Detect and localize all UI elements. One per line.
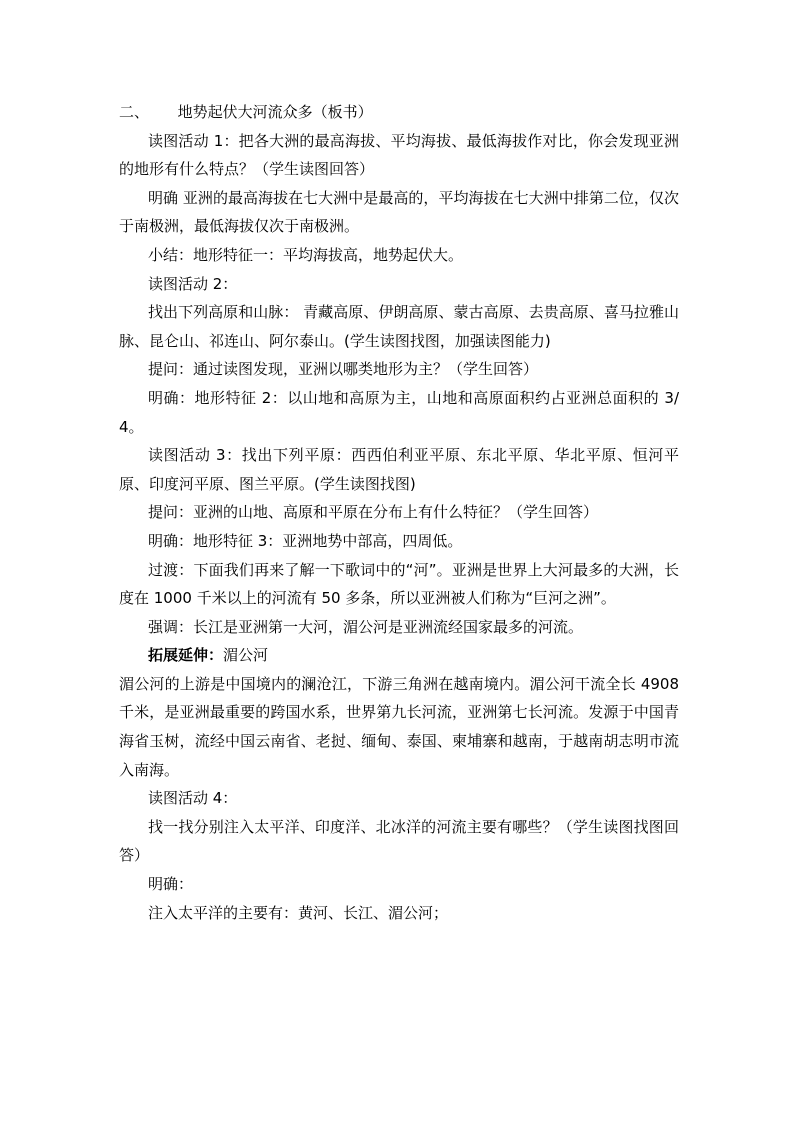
extension-topic: 湄公河 — [223, 646, 269, 665]
paragraph-reading-activity-2: 读图活动 2： — [148, 274, 238, 293]
paragraph-extension — [119, 641, 679, 670]
paragraph-reading-activity-1: 读图活动 1：把各大洲的最高海拔、平均海拔、最低海拔作对比，你会发现亚洲的地形有什么特点？（学生读图回答） — [119, 131, 679, 179]
paragraph-summary: 小结：地形特征一：平均海拔高，地势起伏大。 — [148, 245, 464, 264]
paragraph-terrain-feature-2: 明确：地形特征 2：以山地和高原为主，山地和高原面积约占亚洲总面积的 3/4。 — [119, 388, 679, 436]
paragraph-reading-activity-4: 读图活动 4： — [148, 789, 238, 808]
paragraph-terrain-feature-3: 明确：地形特征 3：亚洲地势中部高，四周低。 — [148, 531, 463, 550]
paragraph-reading-activity-3: 读图活动 3：找出下列平原：西西伯利亚平原、东北平原、华北平原、恒河平原、印度河平原、图兰平原。(学生读图找图) — [119, 446, 679, 493]
document-body — [119, 98, 679, 927]
paragraph-find-plateaus: 找出下列高原和山脉： 青藏高原、伊朗高原、蒙古高原、去贵高原、喜马拉雅山脉、昆仑山、祁连山、阿尔泰山。(学生读图找图，加强读图能力) — [119, 303, 679, 350]
paragraph-pacific-rivers: 注入太平洋的主要有：黄河、长江、湄公河； — [148, 903, 449, 922]
paragraph-emphasis: 强调：长江是亚洲第一大河，湄公河是亚洲流经国家最多的河流。 — [148, 617, 584, 636]
section-heading — [119, 98, 679, 127]
section-title: 地势起伏大河流众多（板书） — [177, 103, 373, 121]
extension-label: 拓展延伸： — [148, 646, 224, 665]
paragraph-question-terrain: 提问：通过读图发现，亚洲以哪类地形为主？（学生回答） — [148, 360, 539, 379]
paragraph-find-rivers: 找一找分别注入太平洋、印度洋、北冰洋的河流主要有哪些？（学生读图找图回答） — [119, 817, 679, 865]
paragraph-transition-rivers: 过渡：下面我们再来了解一下歌词中的“河”。亚洲是世界上大河最多的大洲，长度在 1000 千米以上的河流有 50 多条，所以亚洲被人们称为“巨河之洲”。 — [119, 560, 679, 608]
paragraph-clarify-altitude: 明确 亚洲的最高海拔在七大洲中是最高的，平均海拔在七大洲中排第二位，仅次于南极洲，最低海拔仅次于南极洲。 — [119, 188, 679, 236]
paragraph-mekong-description: 湄公河的上游是中国境内的澜沧江，下游三角洲在越南境内。湄公河干流全长 4908 千米，是亚洲最重要的跨国水系，世界第九长河流，亚洲第七长河流。发源于中国青海省玉树，流经中国云南省、老挝、缅甸、泰国、柬埔寨和越南，于越南胡志明市流入南海。 — [119, 674, 679, 779]
section-number: 二、 — [119, 103, 150, 121]
paragraph-clarify-label: 明确： — [148, 875, 194, 894]
paragraph-question-distribution: 提问：亚洲的山地、高原和平原在分布上有什么特征？（学生回答） — [148, 503, 599, 522]
